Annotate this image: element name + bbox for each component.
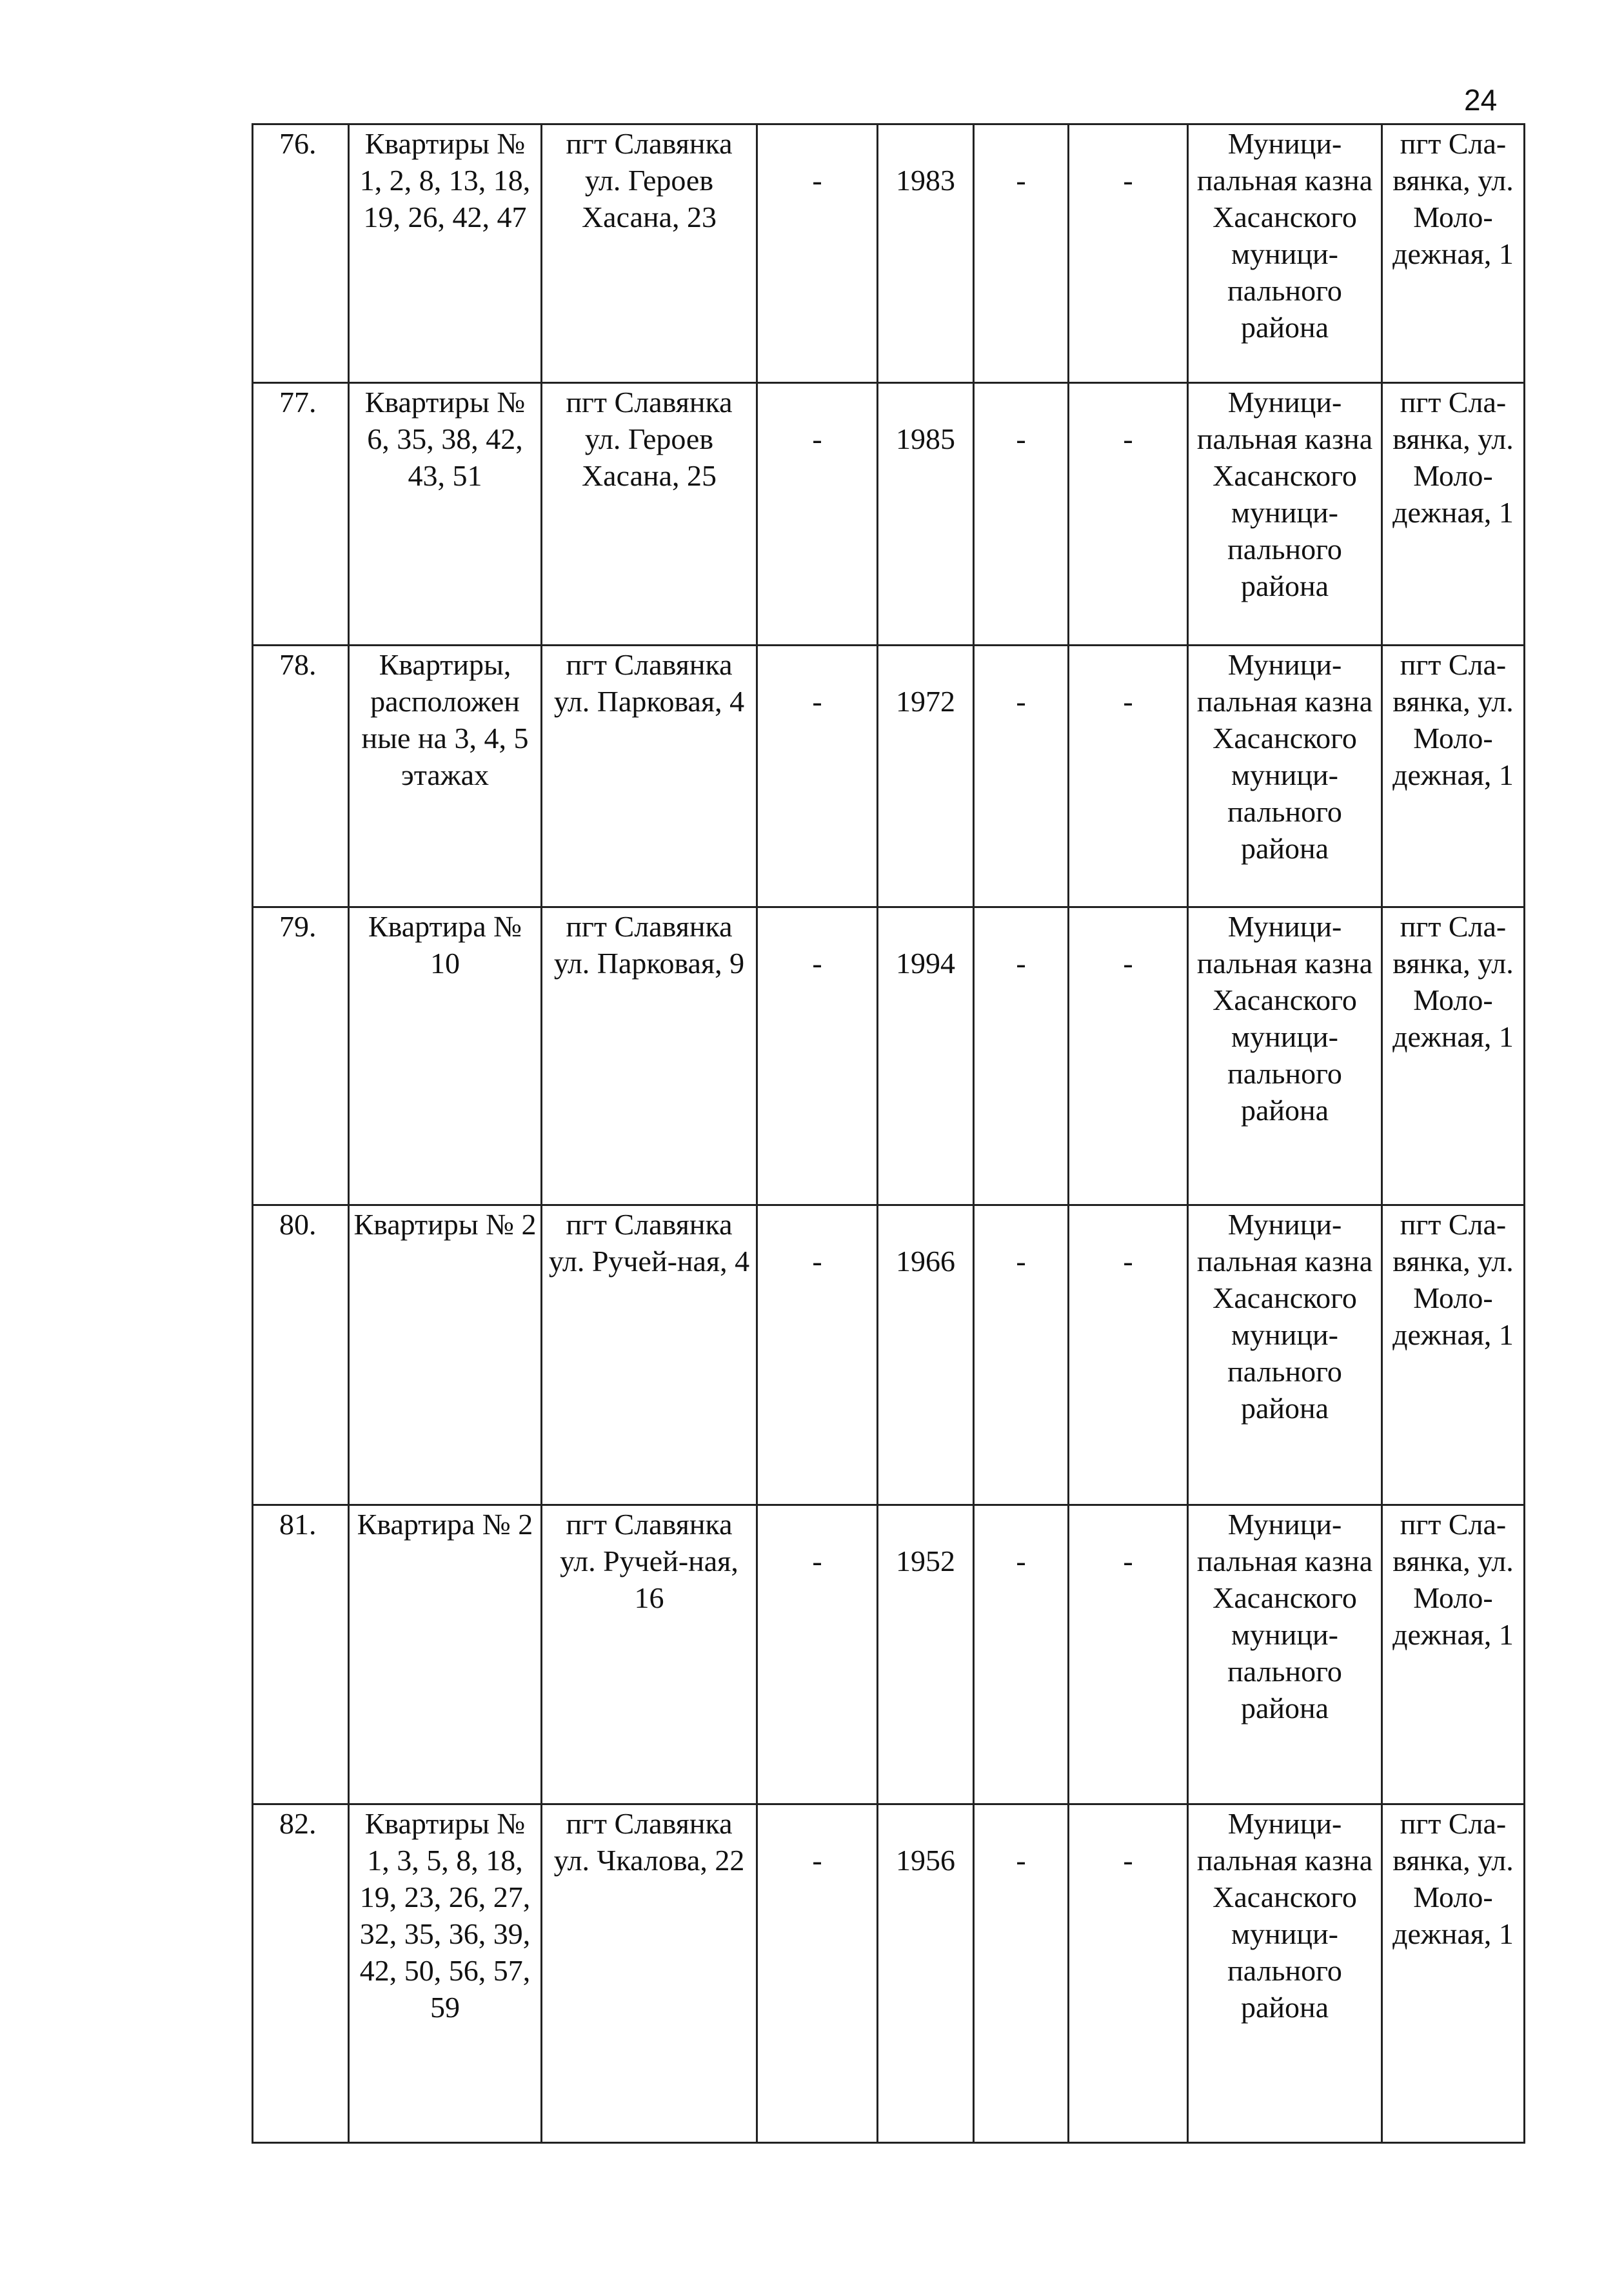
address-cell: пгт Славянка ул. Чкалова, 22 (542, 1804, 757, 2143)
year-cell: 1966 (878, 1205, 974, 1505)
column-4-value-cell: - (757, 1205, 878, 1505)
address-cell: пгт Славянка ул. Ручей-ная, 4 (542, 1205, 757, 1505)
owner-cell: Муници-пальная казна Хасанского муници-пального района (1188, 1205, 1382, 1505)
year-cell: 1983 (878, 124, 974, 383)
address-cell: пгт Славянка ул. Парковая, 4 (542, 646, 757, 907)
table-row (253, 1505, 1525, 1804)
table-row (253, 1205, 1525, 1505)
year-cell: 1972 (878, 646, 974, 907)
row-number-cell: 80. (253, 1205, 349, 1505)
year-cell: 1952 (878, 1505, 974, 1804)
address-cell: пгт Славянка ул. Ручей-ная, 16 (542, 1505, 757, 1804)
table-row (253, 646, 1525, 907)
column-7-value-cell: - (1069, 383, 1188, 646)
column-7-value-cell: - (1069, 124, 1188, 383)
owner-cell: Муници-пальная казна Хасанского муници-пального района (1188, 907, 1382, 1205)
year-cell: 1956 (878, 1804, 974, 2143)
row-number-cell: 76. (253, 124, 349, 383)
column-4-value-cell: - (757, 907, 878, 1205)
owner-cell: Муници-пальная казна Хасанского муници-пального района (1188, 124, 1382, 383)
object-name-cell: Квартиры № 6, 35, 38, 42, 43, 51 (349, 383, 542, 646)
column-7-value-cell: - (1069, 646, 1188, 907)
holder-address-cell: пгт Сла-вянка, ул. Моло-дежная, 1 (1382, 1505, 1525, 1804)
holder-address-cell: пгт Сла-вянка, ул. Моло-дежная, 1 (1382, 907, 1525, 1205)
owner-cell: Муници-пальная казна Хасанского муници-пального района (1188, 1505, 1382, 1804)
owner-cell: Муници-пальная казна Хасанского муници-пального района (1188, 1804, 1382, 2143)
column-4-value-cell: - (757, 1505, 878, 1804)
year-cell: 1994 (878, 907, 974, 1205)
owner-cell: Муници-пальная казна Хасанского муници-пального района (1188, 646, 1382, 907)
address-cell: пгт Славянка ул. Героев Хасана, 25 (542, 383, 757, 646)
column-4-value-cell: - (757, 1804, 878, 2143)
holder-address-cell: пгт Сла-вянка, ул. Моло-дежная, 1 (1382, 383, 1525, 646)
holder-address-cell: пгт Сла-вянка, ул. Моло-дежная, 1 (1382, 124, 1525, 383)
column-6-value-cell: - (974, 907, 1069, 1205)
object-name-cell: Квартира № 10 (349, 907, 542, 1205)
column-6-value-cell: - (974, 646, 1069, 907)
column-4-value-cell: - (757, 383, 878, 646)
property-table (252, 123, 1525, 2144)
column-7-value-cell: - (1069, 1205, 1188, 1505)
row-number-cell: 82. (253, 1804, 349, 2143)
column-7-value-cell: - (1069, 907, 1188, 1205)
object-name-cell: Квартиры, расположен ные на 3, 4, 5 этажах (349, 646, 542, 907)
table-row (253, 383, 1525, 646)
column-7-value-cell: - (1069, 1804, 1188, 2143)
row-number-cell: 79. (253, 907, 349, 1205)
row-number-cell: 81. (253, 1505, 349, 1804)
column-7-value-cell: - (1069, 1505, 1188, 1804)
row-number-cell: 77. (253, 383, 349, 646)
column-6-value-cell: - (974, 1804, 1069, 2143)
object-name-cell: Квартиры № 1, 3, 5, 8, 18, 19, 23, 26, 27, 32, 35, 36, 39, 42, 50, 56, 57, 59 (349, 1804, 542, 2143)
column-4-value-cell: - (757, 646, 878, 907)
column-6-value-cell: - (974, 383, 1069, 646)
object-name-cell: Квартира № 2 (349, 1505, 542, 1804)
object-name-cell: Квартиры № 2 (349, 1205, 542, 1505)
row-number-cell: 78. (253, 646, 349, 907)
owner-cell: Муници-пальная казна Хасанского муници-пального района (1188, 383, 1382, 646)
table-row (253, 907, 1525, 1205)
column-6-value-cell: - (974, 1205, 1069, 1505)
holder-address-cell: пгт Сла-вянка, ул. Моло-дежная, 1 (1382, 646, 1525, 907)
column-6-value-cell: - (974, 124, 1069, 383)
column-6-value-cell: - (974, 1505, 1069, 1804)
address-cell: пгт Славянка ул. Героев Хасана, 23 (542, 124, 757, 383)
object-name-cell: Квартиры № 1, 2, 8, 13, 18, 19, 26, 42, 47 (349, 124, 542, 383)
column-4-value-cell: - (757, 124, 878, 383)
holder-address-cell: пгт Сла-вянка, ул. Моло-дежная, 1 (1382, 1804, 1525, 2143)
page-number: 24 (1464, 83, 1498, 117)
year-cell: 1985 (878, 383, 974, 646)
address-cell: пгт Славянка ул. Парковая, 9 (542, 907, 757, 1205)
holder-address-cell: пгт Сла-вянка, ул. Моло-дежная, 1 (1382, 1205, 1525, 1505)
table-row (253, 1804, 1525, 2143)
table-row (253, 124, 1525, 383)
